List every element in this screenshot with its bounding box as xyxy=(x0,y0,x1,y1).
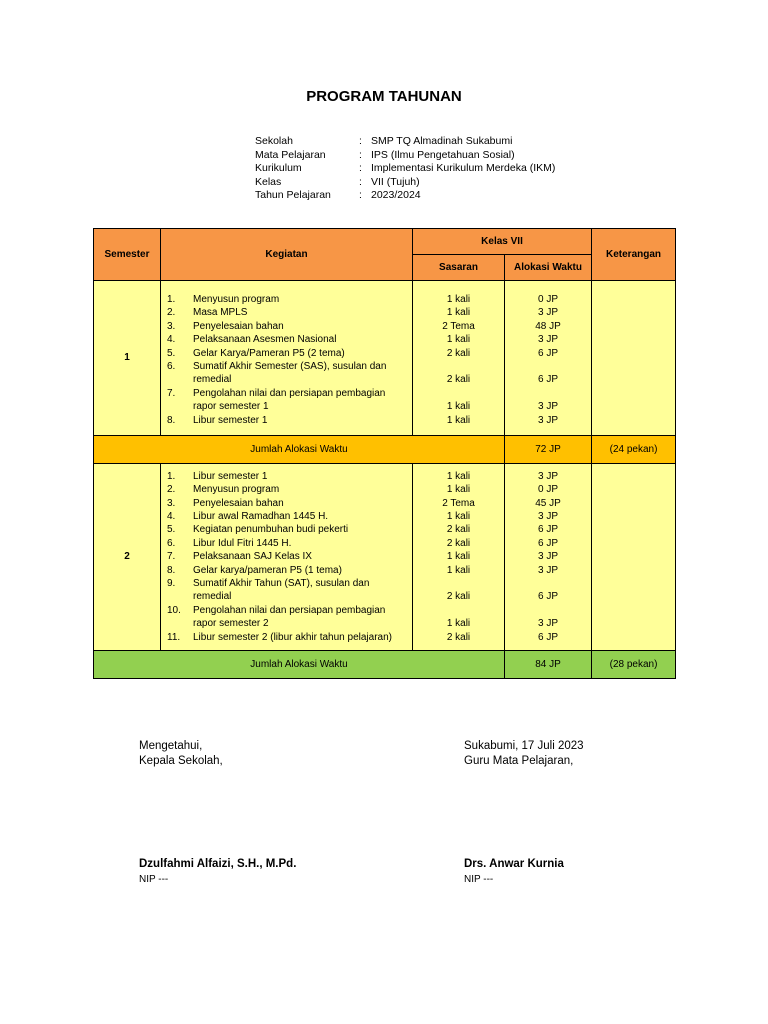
sig-left-line2: Kepala Sekolah, xyxy=(139,755,223,767)
item-text: Pelaksanaan SAJ Kelas IX xyxy=(193,551,312,563)
item-text: Masa MPLS xyxy=(193,307,248,319)
item-number: 5. xyxy=(167,524,176,536)
headmaster-nip: NIP --- xyxy=(139,874,169,885)
info-colon: : xyxy=(359,148,362,161)
signature-left-name-block xyxy=(139,857,296,887)
item-number: 2. xyxy=(167,307,176,319)
info-block xyxy=(255,135,555,203)
sasaran-value: 1 kali xyxy=(446,564,471,576)
spacer xyxy=(413,604,504,617)
item-text: Kegiatan penumbuhan budi pekerti xyxy=(193,524,349,536)
info-row xyxy=(255,162,555,176)
info-colon: : xyxy=(359,189,362,201)
list-item xyxy=(161,483,412,496)
info-row xyxy=(255,149,555,163)
total-jp: 84 JP xyxy=(505,650,592,678)
sasaran-value: 1 kali xyxy=(446,511,471,523)
spacer xyxy=(505,387,591,400)
total-row xyxy=(94,435,676,463)
item-text: Sumatif Akhir Tahun (SAT), susulan dan xyxy=(193,578,370,590)
signature-right xyxy=(464,739,584,769)
item-number: 3. xyxy=(167,497,176,509)
list-item xyxy=(161,293,412,306)
item-number: 6. xyxy=(167,537,176,549)
teacher-nip: NIP --- xyxy=(464,874,494,885)
sasaran-list xyxy=(413,463,505,650)
list-item xyxy=(161,373,412,386)
list-item xyxy=(161,347,412,360)
info-colon: : xyxy=(359,135,362,147)
info-label: Kelas xyxy=(255,175,282,188)
list-item xyxy=(161,320,412,333)
sasaran-value: 1 kali xyxy=(446,484,471,496)
alokasi-value: 3 JP xyxy=(538,401,559,413)
spacer xyxy=(505,577,591,590)
info-value: SMP TQ Almadinah Sukabumi xyxy=(371,135,513,147)
list-item xyxy=(161,414,412,427)
item-number: 4. xyxy=(167,334,176,346)
list-item xyxy=(161,497,412,510)
item-number xyxy=(161,373,193,386)
list-item xyxy=(161,360,412,373)
alokasi-value: 6 JP xyxy=(538,591,559,603)
info-label: Mata Pelajaran xyxy=(255,148,326,161)
keterangan-cell xyxy=(592,281,676,436)
info-label: Tahun Pelajaran xyxy=(255,189,331,201)
header-kegiatan: Kegiatan xyxy=(161,229,413,281)
total-keterangan: (24 pekan) xyxy=(592,435,676,463)
alokasi-value: 6 JP xyxy=(538,631,559,643)
list-item xyxy=(161,387,412,400)
sasaran-value: 2 Tema xyxy=(442,320,475,332)
sasaran-value: 1 kali xyxy=(446,414,471,426)
teacher-name: Drs. Anwar Kurnia xyxy=(464,858,564,870)
list-item xyxy=(161,400,412,413)
sasaran-value: 1 kali xyxy=(446,618,471,630)
list-item xyxy=(161,306,412,319)
total-label: Jumlah Alokasi Waktu xyxy=(94,650,505,678)
header-sasaran: Sasaran xyxy=(413,255,505,281)
spacer xyxy=(413,387,504,400)
info-row xyxy=(255,189,555,203)
item-number: 11. xyxy=(167,631,181,643)
item-text: remedial xyxy=(193,591,232,603)
sig-right-line1: Sukabumi, 17 Juli 2023 xyxy=(464,740,584,752)
header-kelas: Kelas VII xyxy=(413,229,592,255)
item-text: Gelar karya/pameran P5 (1 tema) xyxy=(193,564,342,576)
info-value: Implementasi Kurikulum Merdeka (IKM) xyxy=(371,162,556,174)
item-text: rapor semester 1 xyxy=(193,401,269,413)
item-text: Pelaksanaan Asesmen Nasional xyxy=(193,334,337,346)
list-item xyxy=(161,617,412,630)
item-text: remedial xyxy=(193,374,232,386)
spacer xyxy=(505,604,591,617)
item-text: Menyusun program xyxy=(193,294,280,305)
item-number: 8. xyxy=(167,414,176,426)
info-row xyxy=(255,135,555,149)
header-alokasi: Alokasi Waktu xyxy=(505,255,592,281)
item-text: Libur semester 1 xyxy=(193,470,268,482)
item-number: 7. xyxy=(167,387,176,399)
item-text: Pengolahan nilai dan persiapan pembagian xyxy=(193,387,386,399)
alokasi-value: 6 JP xyxy=(538,347,559,359)
info-label: Kurikulum xyxy=(255,162,302,174)
info-value: IPS (Ilmu Pengetahuan Sosial) xyxy=(371,148,515,161)
sasaran-value: 2 kali xyxy=(446,374,471,386)
item-text: rapor semester 2 xyxy=(193,618,269,630)
sasaran-value: 2 kali xyxy=(446,524,471,536)
list-item xyxy=(161,631,412,644)
alokasi-value: 3 JP xyxy=(538,564,559,576)
info-colon: : xyxy=(359,175,362,188)
item-number: 6. xyxy=(167,360,176,372)
item-number xyxy=(161,617,193,630)
sasaran-value: 2 kali xyxy=(446,591,471,603)
sasaran-value: 1 kali xyxy=(446,401,471,413)
total-label: Jumlah Alokasi Waktu xyxy=(94,435,505,463)
item-number: 1. xyxy=(167,294,176,305)
alokasi-list xyxy=(505,463,592,650)
list-item xyxy=(161,590,412,603)
spacer xyxy=(413,577,504,590)
item-number xyxy=(161,400,193,413)
info-value: 2023/2024 xyxy=(371,189,421,201)
item-number xyxy=(161,590,193,603)
sasaran-value: 1 kali xyxy=(446,334,471,346)
sig-left-line1: Mengetahui, xyxy=(139,740,203,752)
info-colon: : xyxy=(359,162,362,174)
item-number: 7. xyxy=(167,551,176,563)
item-text: Penyelesaian bahan xyxy=(193,320,284,332)
alokasi-value: 6 JP xyxy=(538,524,559,536)
item-text: Menyusun program xyxy=(193,484,280,496)
item-number: 1. xyxy=(167,470,176,482)
info-label: Sekolah xyxy=(255,135,293,147)
alokasi-value: 6 JP xyxy=(538,537,559,549)
item-number: 4. xyxy=(167,511,176,523)
sasaran-value: 2 kali xyxy=(446,631,471,643)
list-item xyxy=(161,577,412,590)
alokasi-value: 3 JP xyxy=(538,470,559,482)
list-item xyxy=(161,523,412,536)
sasaran-value: 1 kali xyxy=(446,307,471,319)
semester-number: 2 xyxy=(94,463,161,650)
alokasi-value: 6 JP xyxy=(538,374,559,386)
keterangan-cell xyxy=(592,463,676,650)
alokasi-value: 3 JP xyxy=(538,414,559,426)
spacer xyxy=(505,360,591,373)
total-row xyxy=(94,650,676,678)
alokasi-value: 0 JP xyxy=(538,484,559,496)
total-jp: 72 JP xyxy=(505,435,592,463)
header-semester: Semester xyxy=(94,229,161,281)
headmaster-name: Dzulfahmi Alfaizi, S.H., M.Pd. xyxy=(139,858,297,870)
list-item xyxy=(161,550,412,563)
header-keterangan: Keterangan xyxy=(592,229,676,281)
item-number: 2. xyxy=(167,484,176,496)
item-text: Libur Idul Fitri 1445 H. xyxy=(193,537,292,549)
list-item xyxy=(161,470,412,483)
sasaran-value: 1 kali xyxy=(446,294,471,305)
item-text: Libur semester 1 xyxy=(193,414,268,426)
item-number: 5. xyxy=(167,347,176,359)
spacer xyxy=(413,360,504,373)
alokasi-value: 48 JP xyxy=(535,320,561,332)
sasaran-value: 2 Tema xyxy=(442,497,475,509)
document-title: PROGRAM TAHUNAN xyxy=(306,88,462,105)
kegiatan-list xyxy=(161,463,413,650)
list-item xyxy=(161,510,412,523)
total-keterangan: (28 pekan) xyxy=(592,650,676,678)
list-item xyxy=(161,564,412,577)
alokasi-value: 3 JP xyxy=(538,334,559,346)
sasaran-value: 1 kali xyxy=(446,470,471,482)
item-text: Gelar Karya/Pameran P5 (2 tema) xyxy=(193,347,345,359)
item-number: 9. xyxy=(167,578,176,590)
list-item xyxy=(161,604,412,617)
item-number: 3. xyxy=(167,320,176,332)
alokasi-value: 0 JP xyxy=(538,294,559,305)
alokasi-list xyxy=(505,281,592,436)
alokasi-value: 45 JP xyxy=(535,497,561,509)
item-text: Libur semester 2 (libur akhir tahun pelajaran) xyxy=(193,631,392,643)
semester-row xyxy=(94,463,676,650)
item-number: 8. xyxy=(167,564,176,576)
list-item xyxy=(161,333,412,346)
list-item xyxy=(161,537,412,550)
signature-left xyxy=(139,739,223,769)
item-text: Penyelesaian bahan xyxy=(193,497,284,509)
sasaran-value: 1 kali xyxy=(446,551,471,563)
kegiatan-list xyxy=(161,281,413,436)
semester-row xyxy=(94,281,676,436)
item-text: Sumatif Akhir Semester (SAS), susulan dan xyxy=(193,360,387,372)
info-value: VII (Tujuh) xyxy=(371,175,420,188)
sasaran-list xyxy=(413,281,505,436)
signature-right-name-block xyxy=(464,857,564,887)
sig-right-line2: Guru Mata Pelajaran, xyxy=(464,755,574,767)
alokasi-value: 3 JP xyxy=(538,551,559,563)
alokasi-value: 3 JP xyxy=(538,618,559,630)
semester-number: 1 xyxy=(94,281,161,436)
program-table xyxy=(93,228,676,679)
alokasi-value: 3 JP xyxy=(538,511,559,523)
item-text: Pengolahan nilai dan persiapan pembagian xyxy=(193,604,386,616)
item-text: Libur awal Ramadhan 1445 H. xyxy=(193,511,329,523)
item-number: 10. xyxy=(167,604,181,616)
info-row xyxy=(255,176,555,190)
sasaran-value: 2 kali xyxy=(446,347,471,359)
sasaran-value: 2 kali xyxy=(446,537,471,549)
alokasi-value: 3 JP xyxy=(538,307,559,319)
